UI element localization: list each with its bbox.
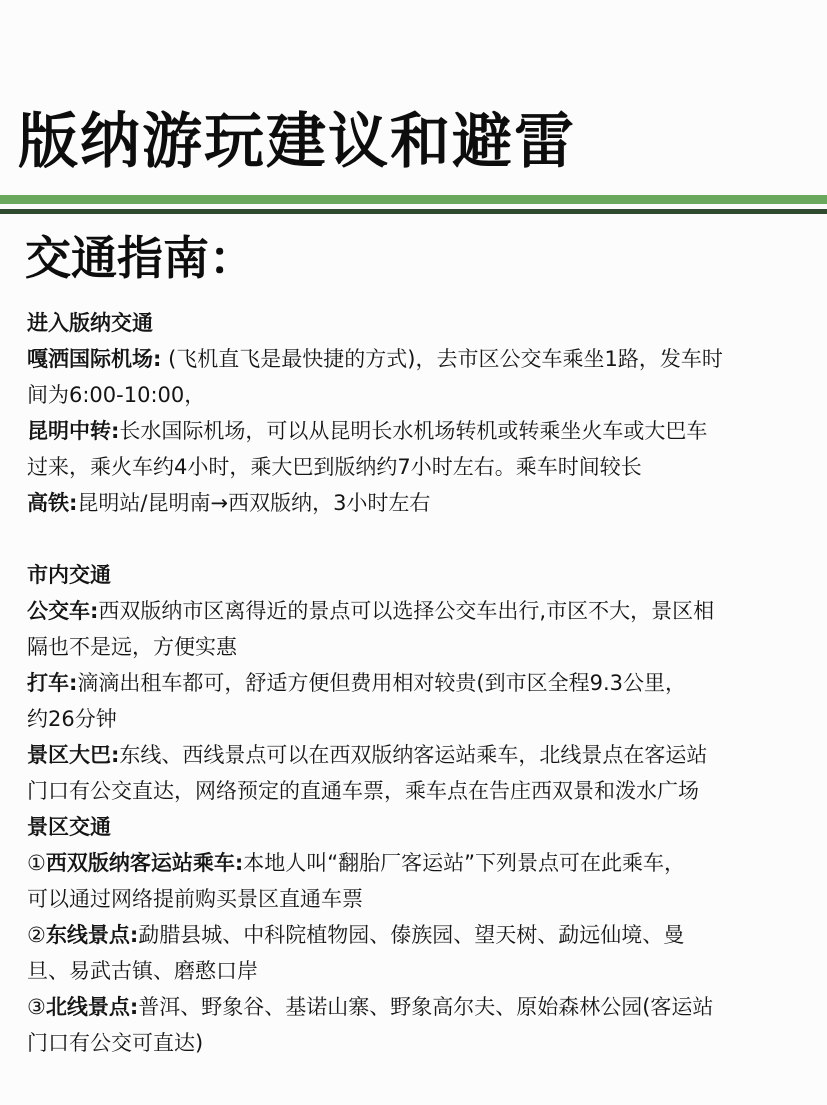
item-number-3: ③ [27,995,46,1019]
item3-label: 北线景点: [45,995,139,1019]
item2-label: 东线景点: [45,923,139,947]
item1-text-1: 本地人叫“翻胎厂客运站”下列景点可在此乘车， [243,851,685,875]
list-item [27,917,787,953]
taxi-label: 打车: [27,671,78,695]
taxi-paragraph [27,665,787,701]
item1-label: 西双版纳客运站乘车: [45,851,244,875]
subheading-entry: 进入版纳交通 [27,311,153,335]
bus-text-2: 隔也不是远，方便实惠 [27,635,237,659]
rail-paragraph [27,485,787,521]
rail-text: 昆明站/昆明南→西双版纳，3小时左右 [77,491,431,515]
bus-paragraph [27,593,787,629]
taxi-text-1: 滴滴出租车都可，舒适方便但费用相对较贵(到市区全程9.3公里， [77,671,686,695]
item-number-2: ② [27,923,46,947]
subheading-city: 市内交通 [27,563,111,587]
content-body [27,305,787,1061]
item3-text-2: 门口有公交可直达) [27,1031,204,1055]
list-item [27,989,787,1025]
bus-label: 公交车: [27,599,99,623]
scenic-bus-label: 景区大巴: [27,743,120,767]
item2-text-1: 勐腊县城、中科院植物园、傣族园、望天树、勐远仙境、曼 [138,923,685,947]
divider-green [0,195,827,204]
kunming-label: 昆明中转: [27,419,120,443]
item-number-1: ① [27,851,46,875]
airport-text-2: 间为6:00-10:00， [27,383,206,407]
item3-text-1: 普洱、野象谷、基诺山寨、野象高尔夫、原始森林公园(客运站 [138,995,714,1019]
rail-label: 高铁: [27,491,78,515]
taxi-text-2: 约26分钟 [27,707,117,731]
bus-text-1: 西双版纳市区离得近的景点可以选择公交车出行,市区不大，景区相 [98,599,715,623]
scenic-bus-text-1: 东线、西线景点可以在西双版纳客运站乘车，北线景点在客运站 [119,743,708,767]
item2-text-2: 旦、易武古镇、磨憨口岸 [27,959,258,983]
subheading-scenic: 景区交通 [27,815,111,839]
kunming-text-2: 过来，乘火车约4小时，乘大巴到版纳约7小时左右。乘车时间较长 [27,455,642,479]
section-heading: 交通指南： [25,231,255,285]
item1-text-2: 可以通过网络提前购买景区直通车票 [27,887,363,911]
airport-paragraph [27,341,787,377]
divider-dark [0,209,827,214]
spacer [27,521,787,557]
kunming-paragraph [27,413,787,449]
airport-label: 嘎洒国际机场: [27,347,162,371]
scenic-bus-text-2: 门口有公交直达，网络预定的直通车票，乘车点在告庄西双景和泼水广场 [27,779,699,803]
scenic-bus-paragraph [27,737,787,773]
kunming-text-1: 长水国际机场，可以从昆明长水机场转机或转乘坐火车或大巴车 [119,419,708,443]
airport-text-1: (飞机直飞是最快捷的方式)，去市区公交车乘坐1路，发车时 [161,347,723,371]
list-item [27,845,787,881]
page-title: 版纳游玩建议和避雷 [18,107,576,177]
